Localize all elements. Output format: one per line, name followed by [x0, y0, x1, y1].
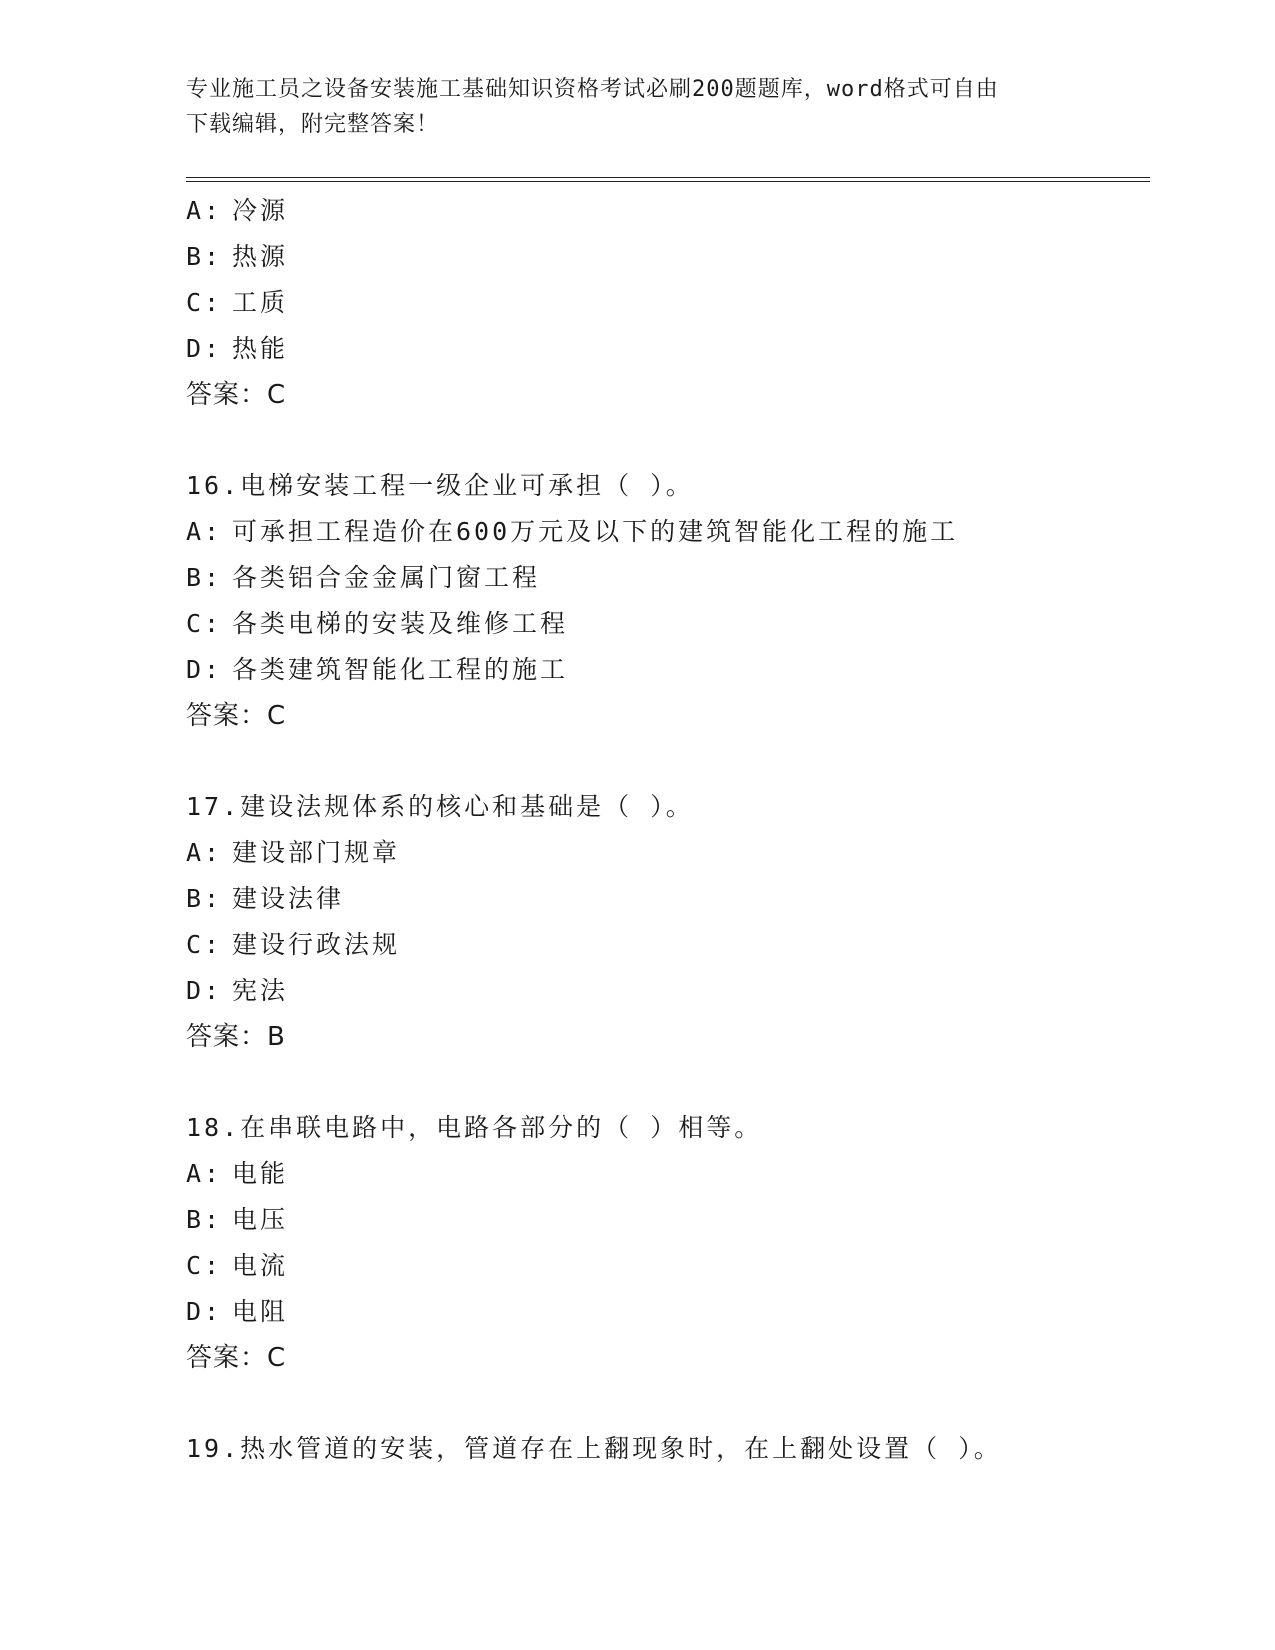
option-d: D: 热能 — [186, 334, 289, 363]
question-16 — [186, 463, 1150, 739]
header-divider — [186, 177, 1150, 182]
question-list — [186, 188, 1150, 1472]
header-title-line-1: 专业施工员之设备安装施工基础知识资格考试必刷200题题库，word格式可自由 — [186, 77, 999, 102]
question-19 — [186, 1426, 1150, 1472]
spacer — [186, 739, 1150, 784]
question-stem: 16.电梯安装工程一级企业可承担（ ）。 — [186, 471, 694, 500]
question-18 — [186, 1105, 1150, 1381]
option-b: B: 电压 — [186, 1205, 289, 1234]
option-b: B: 热源 — [186, 242, 289, 271]
option-c: C: 工质 — [186, 288, 289, 317]
option-a: A: 冷源 — [186, 196, 289, 225]
option-d: D: 宪法 — [186, 976, 289, 1005]
spacer — [186, 1060, 1150, 1105]
answer: 答案：C — [186, 380, 287, 410]
option-c: C: 建设行政法规 — [186, 930, 401, 959]
document-header — [186, 72, 1066, 142]
option-d: D: 电阻 — [186, 1297, 289, 1326]
option-c: C: 各类电梯的安装及维修工程 — [186, 609, 569, 638]
answer: 答案：B — [186, 1022, 286, 1052]
option-a: A: 可承担工程造价在600万元及以下的建筑智能化工程的施工 — [186, 517, 959, 546]
option-a: A: 建设部门规章 — [186, 838, 401, 867]
option-a: A: 电能 — [186, 1159, 289, 1188]
option-d: D: 各类建筑智能化工程的施工 — [186, 655, 569, 684]
header-title-line-2: 下载编辑，附完整答案！ — [186, 112, 440, 137]
question-stem: 17.建设法规体系的核心和基础是（ ）。 — [186, 792, 694, 821]
question-15-continued — [186, 188, 1150, 418]
question-17 — [186, 784, 1150, 1060]
spacer — [186, 418, 1150, 463]
answer: 答案：C — [186, 1343, 287, 1373]
option-b: B: 建设法律 — [186, 884, 345, 913]
question-stem: 18.在串联电路中，电路各部分的（ ）相等。 — [186, 1113, 763, 1142]
answer: 答案：C — [186, 701, 287, 731]
option-c: C: 电流 — [186, 1251, 289, 1280]
spacer — [186, 1381, 1150, 1426]
question-stem: 19.热水管道的安装，管道存在上翻现象时，在上翻处设置（ ）。 — [186, 1434, 1002, 1463]
option-b: B: 各类铝合金金属门窗工程 — [186, 563, 541, 592]
document-page — [186, 0, 1150, 1650]
